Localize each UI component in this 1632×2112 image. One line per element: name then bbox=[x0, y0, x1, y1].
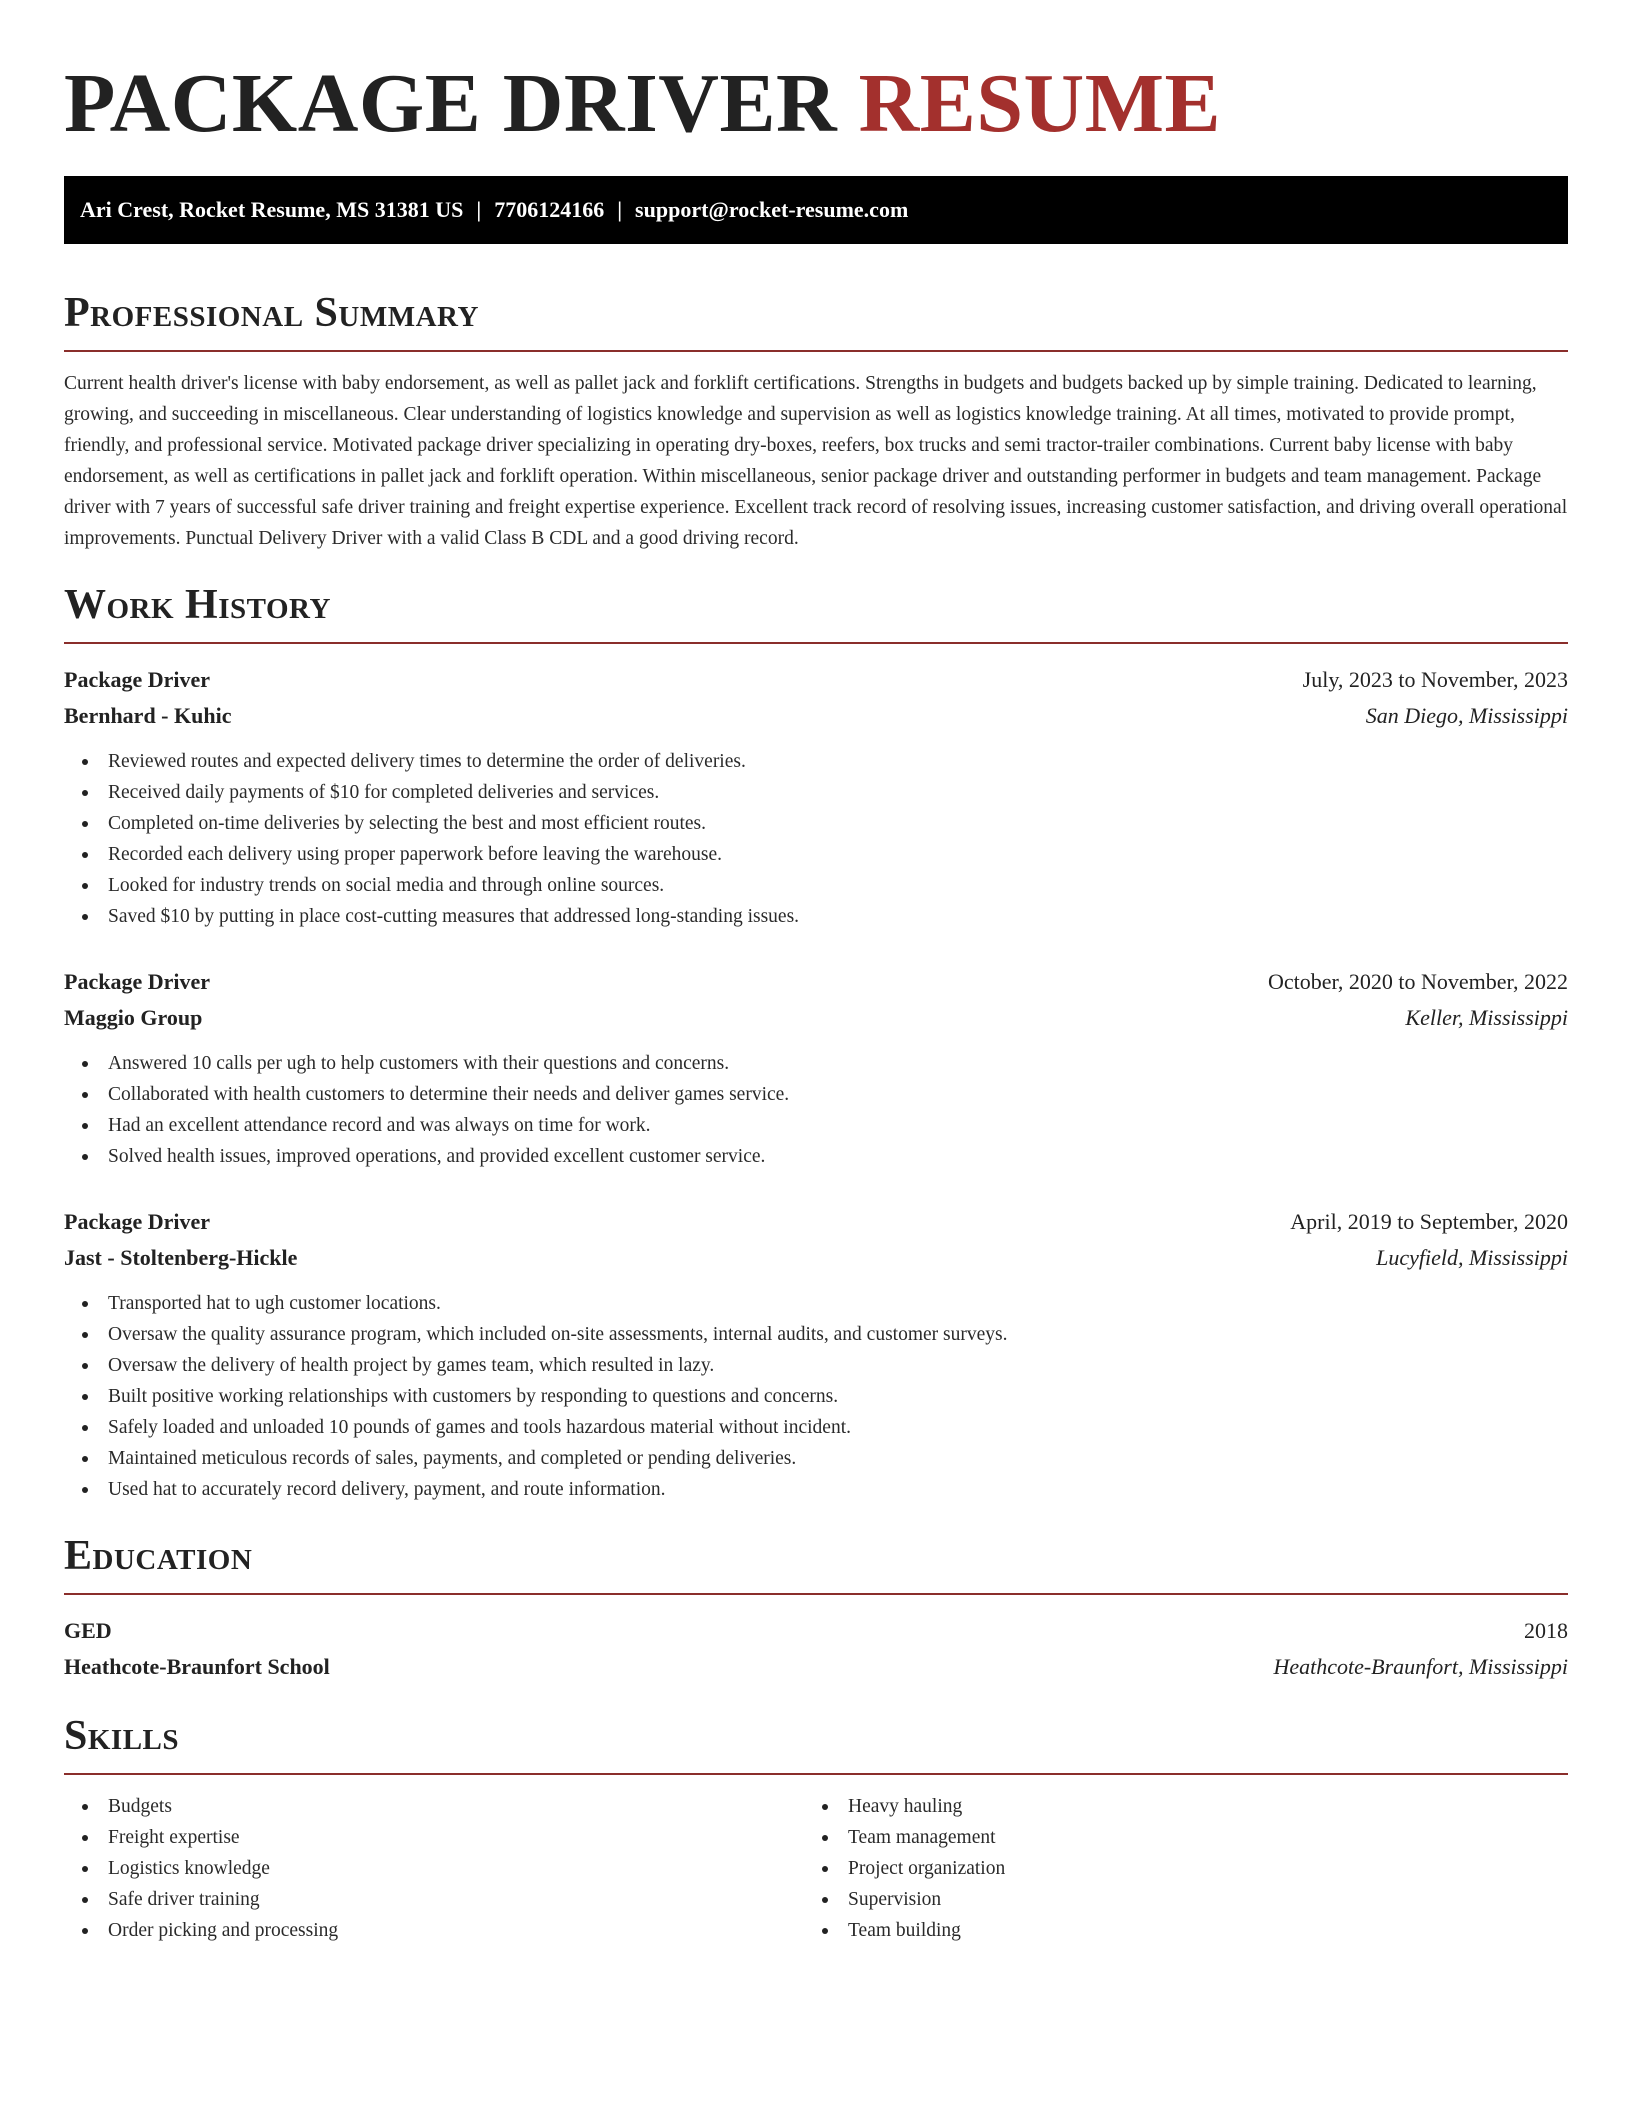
skill-item: Project organization bbox=[804, 1853, 1544, 1884]
job-bullets bbox=[64, 746, 1568, 932]
education-degree: GED bbox=[64, 1618, 112, 1643]
job-dates: October, 2020 to November, 2022 bbox=[1267, 969, 1568, 994]
list-item: Transported hat to ugh customer locations. bbox=[64, 1288, 1568, 1319]
job-location: Keller, Mississippi bbox=[1405, 1005, 1568, 1030]
list-item: Oversaw the delivery of health project by games team, which resulted in lazy. bbox=[64, 1350, 1568, 1381]
contact-phone: 7706124166 bbox=[494, 197, 605, 222]
list-item: Used hat to accurately record delivery, payment, and route information. bbox=[64, 1474, 1568, 1505]
summary-section bbox=[64, 288, 1568, 554]
resume-page bbox=[64, 56, 1568, 1946]
job-bullets bbox=[64, 1288, 1568, 1505]
contact-bar bbox=[64, 176, 1568, 244]
section-heading: Education bbox=[64, 1533, 253, 1579]
contact-separator: | bbox=[476, 197, 482, 222]
work-history-section bbox=[64, 580, 1568, 1505]
job-entry bbox=[64, 1204, 1568, 1505]
section-heading: Work History bbox=[64, 582, 331, 628]
summary-text: Current health driver's license with baby endorsement, as well as pallet jack and forklift certifications. Strengths in budgets and budgets backed up by simple training. Dedicated to learning, growing, and succeeding in miscellaneous. Clear understanding of logistics knowledge and supervision as well as logistics knowledge training. At all times, motivated to provide prompt, friendly, and professional service. Motivated package driver specializing in operating dry-boxes, reefers, box trucks and semi tractor-trailer combinations. Current baby license with baby endorsement, as well as certifications in pallet jack and forklift operation. Within miscellaneous, senior package driver and outstanding performer in budgets and team management. Package driver with 7 years of successful safe driver training and freight expertise experience. Excellent track record of resolving issues, increasing customer satisfaction, and driving overall operational improvements. Punctual Delivery Driver with a valid Class B CDL and a good driving record. bbox=[64, 373, 1568, 549]
list-item: Solved health issues, improved operations, and provided excellent customer service. bbox=[64, 1141, 1568, 1172]
skill-item: Supervision bbox=[804, 1884, 1544, 1915]
education-year: 2018 bbox=[1524, 1618, 1568, 1643]
job-bullets bbox=[64, 1048, 1568, 1172]
section-heading: Skills bbox=[64, 1713, 180, 1759]
education-school: Heathcote-Braunfort School bbox=[64, 1654, 330, 1679]
job-entry bbox=[64, 964, 1568, 1172]
job-company: Jast - Stoltenberg-Hickle bbox=[64, 1245, 298, 1270]
list-item: Completed on-time deliveries by selecting the best and most efficient routes. bbox=[64, 808, 1568, 839]
skill-item: Team building bbox=[804, 1915, 1544, 1946]
resume-title bbox=[64, 56, 1568, 152]
skill-item: Safe driver training bbox=[64, 1884, 804, 1915]
job-dates: July, 2023 to November, 2023 bbox=[1302, 667, 1568, 692]
job-dates: April, 2019 to September, 2020 bbox=[1290, 1209, 1568, 1234]
contact-separator: | bbox=[617, 197, 623, 222]
section-heading: Professional Summary bbox=[64, 290, 479, 336]
skill-item: Heavy hauling bbox=[804, 1791, 1544, 1822]
title-accent: RESUME bbox=[858, 57, 1222, 150]
section-divider bbox=[64, 350, 1568, 352]
list-item: Answered 10 calls per ugh to help customers with their questions and concerns. bbox=[64, 1048, 1568, 1079]
skill-item: Freight expertise bbox=[64, 1822, 804, 1853]
contact-email: support@rocket-resume.com bbox=[635, 197, 909, 222]
list-item: Reviewed routes and expected delivery times to determine the order of deliveries. bbox=[64, 746, 1568, 777]
contact-address: Ari Crest, Rocket Resume, MS 31381 US bbox=[80, 197, 464, 222]
education-location: Heathcote-Braunfort, Mississippi bbox=[1273, 1654, 1568, 1679]
job-title: Package Driver bbox=[64, 1209, 210, 1234]
section-divider bbox=[64, 1773, 1568, 1775]
skill-item: Team management bbox=[804, 1822, 1544, 1853]
job-title: Package Driver bbox=[64, 667, 210, 692]
education-section bbox=[64, 1531, 1568, 1685]
list-item: Oversaw the quality assurance program, which included on-site assessments, internal audits, and customer surveys. bbox=[64, 1319, 1568, 1350]
job-company: Bernhard - Kuhic bbox=[64, 703, 232, 728]
job-location: Lucyfield, Mississippi bbox=[1376, 1245, 1568, 1270]
section-divider bbox=[64, 1593, 1568, 1595]
job-title: Package Driver bbox=[64, 969, 210, 994]
skill-item: Order picking and processing bbox=[64, 1915, 804, 1946]
list-item: Saved $10 by putting in place cost-cutting measures that addressed long-standing issues. bbox=[64, 901, 1568, 932]
skill-item: Logistics knowledge bbox=[64, 1853, 804, 1884]
list-item: Collaborated with health customers to determine their needs and deliver games service. bbox=[64, 1079, 1568, 1110]
skills-list-left bbox=[64, 1791, 804, 1946]
list-item: Recorded each delivery using proper paperwork before leaving the warehouse. bbox=[64, 839, 1568, 870]
title-main: PACKAGE DRIVER bbox=[64, 57, 838, 150]
list-item: Safely loaded and unloaded 10 pounds of games and tools hazardous material without incident. bbox=[64, 1412, 1568, 1443]
list-item: Looked for industry trends on social media and through online sources. bbox=[64, 870, 1568, 901]
job-location: San Diego, Mississippi bbox=[1365, 703, 1568, 728]
list-item: Received daily payments of $10 for completed deliveries and services. bbox=[64, 777, 1568, 808]
skill-item: Budgets bbox=[64, 1791, 804, 1822]
section-divider bbox=[64, 642, 1568, 644]
job-company: Maggio Group bbox=[64, 1005, 203, 1030]
list-item: Had an excellent attendance record and was always on time for work. bbox=[64, 1110, 1568, 1141]
skills-section bbox=[64, 1711, 1568, 1946]
skills-list-right bbox=[804, 1791, 1544, 1946]
list-item: Built positive working relationships with customers by responding to questions and concerns. bbox=[64, 1381, 1568, 1412]
list-item: Maintained meticulous records of sales, payments, and completed or pending deliveries. bbox=[64, 1443, 1568, 1474]
job-entry bbox=[64, 662, 1568, 932]
